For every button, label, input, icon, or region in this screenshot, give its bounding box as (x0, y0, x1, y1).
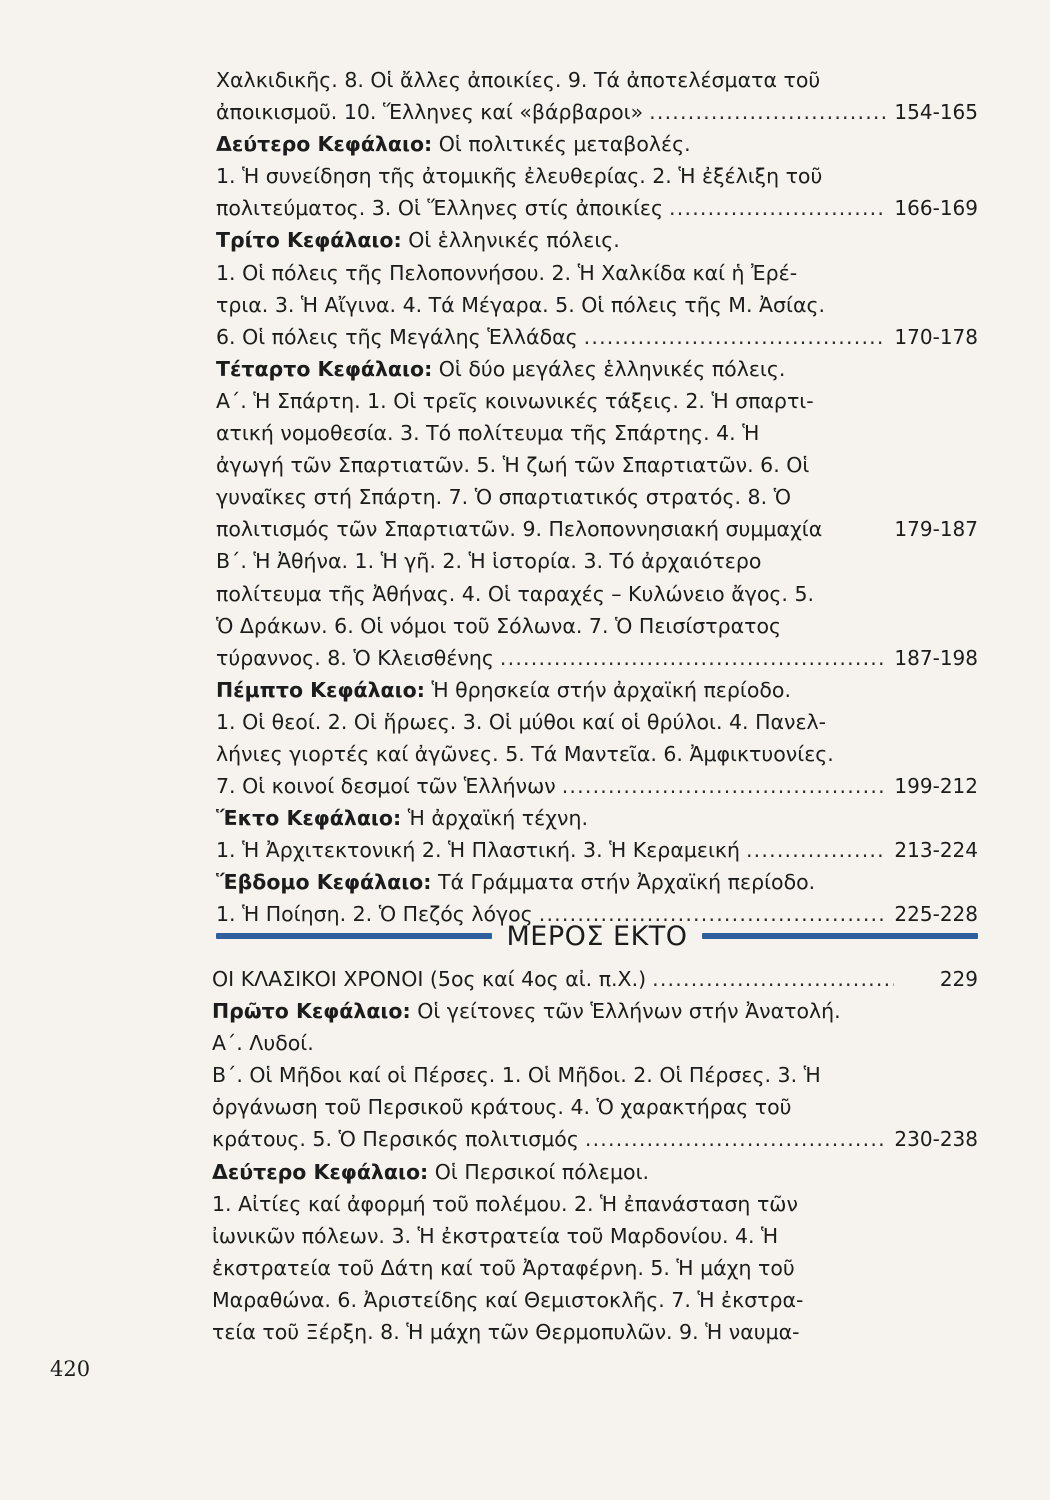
toc-entry-text (216, 224, 620, 256)
page-number: 420 (50, 1357, 91, 1381)
toc-line (212, 1156, 978, 1188)
toc-entry-text: τύραννος. 8. Ὁ Κλεισθένης (216, 645, 494, 670)
toc-entry-text: 6. Οἱ πόλεις τῆς Μεγάλης Ἑλλάδας (216, 324, 578, 349)
toc-entry-text: 1. Οἱ πόλεις τῆς Πελοποννήσου. 2. Ἡ Χαλκίδα καί ἡ Ἐρέ- (216, 260, 798, 285)
chapter-heading: Πέμπτο Κεφάλαιο: (216, 677, 425, 702)
toc-entry-text: Β΄. Ἡ Ἀθήνα. 1. Ἡ γῆ. 2. Ἡ ἱστορία. 3. Τό ἀρχαιότερο (216, 549, 762, 574)
chapter-heading: Τρίτο Κεφάλαιο: (216, 228, 402, 253)
leader-dots (669, 192, 886, 224)
toc-line (216, 64, 978, 96)
toc-line (216, 385, 978, 417)
toc-line (216, 417, 978, 449)
toc-entry-text: πολιτισμός τῶν Σπαρτιατῶν. 9. Πελοποννησιακή συμμαχία (216, 517, 823, 542)
toc-line (216, 802, 978, 834)
chapter-heading: Τέταρτο Κεφάλαιο: (216, 356, 433, 381)
toc-entry-text: Ὁ Δράκων. 6. Οἱ νόμοι τοῦ Σόλωνα. 7. Ὁ Πεισίστρατος (216, 613, 782, 638)
leader-dots (562, 770, 887, 802)
toc-entry-text (216, 674, 791, 706)
toc-entry-text (216, 866, 815, 898)
toc-entry-text: ἀγωγή τῶν Σπαρτιατῶν. 5. Ἡ ζωή τῶν Σπαρτιατῶν. 6. Οἱ (216, 453, 810, 478)
heading-rule-right (702, 933, 978, 939)
toc-line (216, 545, 978, 577)
toc-line (216, 224, 978, 256)
toc-entry-text (212, 995, 841, 1027)
toc-line (216, 160, 978, 192)
toc-entry-text: ἀποικισμοῦ. 10. Ἕλληνες καί «βάρβαροι» (216, 100, 644, 125)
toc-entry-text: ΟΙ ΚΛΑΣΙΚΟΙ ΧΡΟΝΟΙ (5ος καί 4ος αἰ. π.Χ.) (212, 967, 647, 991)
toc-line (216, 610, 978, 642)
toc-line (216, 674, 978, 706)
toc-entry-text: 7. Οἱ κοινοί δεσμοί τῶν Ἑλλήνων (216, 774, 556, 799)
chapter-title: Οἱ ἑλληνικές πόλεις. (401, 228, 620, 253)
toc-line (216, 128, 978, 160)
leader-dots (500, 642, 887, 674)
leader-dots (652, 963, 894, 995)
toc-line (216, 642, 978, 674)
toc-line (212, 1284, 978, 1316)
toc-entry-text: κράτους. 5. Ὁ Περσικός πολιτισμός (212, 1127, 579, 1152)
leader-dots (584, 321, 887, 353)
toc-line (216, 96, 978, 128)
toc-line (212, 1252, 978, 1284)
heading-rule-left (216, 933, 492, 939)
toc-entry-text: 1. Οἱ θεοί. 2. Οἱ ἥρωες. 3. Οἱ μύθοι καί οἱ θρύλοι. 4. Πανελ- (216, 709, 827, 734)
toc-entry-text: ἐκστρατεία τοῦ Δάτη καί τοῦ Ἀρταφέρνη. 5. Ἡ μάχη τοῦ (212, 1255, 795, 1280)
chapter-heading: Ἕβδομο Κεφάλαιο: (216, 870, 432, 895)
toc-line (212, 1188, 978, 1220)
toc-line (216, 578, 978, 610)
page-range: 213-224 (894, 838, 978, 863)
toc-entry-text (216, 128, 691, 160)
toc-entry-text: 1. Ἡ Ἀρχιτεκτονική 2. Ἡ Πλαστική. 3. Ἡ Κεραμεική (216, 838, 740, 863)
toc-line (216, 289, 978, 321)
toc-line (216, 257, 978, 289)
toc-entry-text: τεία τοῦ Ξέρξη. 8. Ἡ μάχη τῶν Θερμοπυλῶν. 9. Ἡ ναυμα- (212, 1320, 800, 1345)
chapter-heading: Δεύτερο Κεφάλαιο: (216, 132, 433, 157)
toc-entry-text: Β΄. Οἱ Μῆδοι καί οἱ Πέρσες. 1. Οἱ Μῆδοι. 2. Οἱ Πέρσες. 3. Ἡ (212, 1063, 821, 1088)
toc-line (216, 706, 978, 738)
toc-entry-text (212, 1156, 649, 1188)
toc-line (212, 1059, 978, 1091)
toc-line (216, 449, 978, 481)
toc-line (212, 1027, 978, 1059)
toc-line (212, 995, 978, 1027)
toc-block-sixth-part-prev (216, 64, 978, 931)
toc-line (216, 481, 978, 513)
toc-entry-text: 1. Ἡ Ποίηση. 2. Ὁ Πεζός λόγος (216, 902, 533, 927)
leader-dots (746, 834, 886, 866)
toc-line (216, 513, 978, 545)
toc-entry-text: λήνιες γιορτές καί ἀγῶνες. 5. Τά Μαντεῖα. 6. Ἀμφικτυονίες. (216, 741, 834, 766)
toc-line (216, 192, 978, 224)
page-range: 187-198 (894, 645, 978, 670)
chapter-title: Οἱ Περσικοί πόλεμοι. (428, 1159, 650, 1184)
chapter-title: Ἡ θρησκεία στήν ἀρχαϊκή περίοδο. (424, 677, 791, 702)
toc-entry-text: ἰωνικῶν πόλεων. 3. Ἡ ἐκστρατεία τοῦ Μαρδονίου. 4. Ἡ (212, 1223, 779, 1248)
toc-line (216, 353, 978, 385)
toc-entry-text: τρια. 3. Ἡ Αἴγινα. 4. Τά Μέγαρα. 5. Οἱ πόλεις τῆς Μ. Ἀσίας. (216, 292, 826, 317)
toc-entry-text: ατική νομοθεσία. 3. Τό πολίτευμα τῆς Σπάρτης. 4. Ἡ (216, 421, 760, 446)
chapter-heading: Ἕκτο Κεφάλαιο: (216, 806, 402, 831)
part-heading (216, 916, 978, 956)
chapter-title: Τά Γράμματα στήν Ἀρχαϊκή περίοδο. (431, 870, 816, 895)
toc-line (212, 1091, 978, 1123)
page-range: 225-228 (894, 902, 978, 927)
chapter-title: Ἡ ἀρχαϊκή τέχνη. (401, 806, 588, 831)
toc-entry-text: ὀργάνωση τοῦ Περσικοῦ κράτους. 4. Ὁ χαρακτήρας τοῦ (212, 1095, 792, 1120)
toc-line (216, 738, 978, 770)
toc-entry-text: πολιτεύματος. 3. Οἱ Ἕλληνες στίς ἀποικίες (216, 196, 664, 221)
chapter-heading: Πρῶτο Κεφάλαιο: (212, 999, 411, 1024)
toc-entry-text: Χαλκιδικῆς. 8. Οἱ ἄλλες ἀποικίες. 9. Τά ἀποτελέσματα τοῦ (216, 68, 821, 92)
page-range: 154-165 (894, 100, 978, 125)
leader-dots (649, 96, 886, 128)
toc-line (216, 321, 978, 353)
toc-line (212, 963, 978, 995)
chapter-heading: Δεύτερο Κεφάλαιο: (212, 1159, 429, 1184)
toc-entry-text: πολίτευμα τῆς Ἀθήνας. 4. Οἱ ταραχές – Κυλώνειο ἄγος. 5. (216, 581, 815, 606)
page-range: 170-178 (894, 324, 978, 349)
toc-entry-text: 1. Αἰτίες καί ἀφορμή τοῦ πολέμου. 2. Ἡ ἐπανάσταση τῶν (212, 1191, 798, 1216)
toc-line (212, 1220, 978, 1252)
page-range: 199-212 (894, 774, 978, 799)
toc-entry-text (216, 353, 785, 385)
toc-line (216, 834, 978, 866)
toc-line (216, 770, 978, 802)
toc-entry-text: Μαραθώνα. 6. Ἀριστείδης καί Θεμιστοκλῆς. 7. Ἡ ἐκστρα- (212, 1287, 804, 1312)
toc-entry-text: γυναῖκες στή Σπάρτη. 7. Ὁ σπαρτιατικός στρατός. 8. Ὁ (216, 485, 791, 510)
page-range: 229 (939, 967, 978, 991)
toc-entry-text: 1. Ἡ συνείδηση τῆς ἀτομικῆς ἐλευθερίας. 2. Ἡ ἐξέλιξη τοῦ (216, 164, 823, 189)
part-title: ΜΕΡΟΣ ΕΚΤΟ (506, 920, 688, 952)
chapter-title: Οἱ γείτονες τῶν Ἑλλήνων στήν Ἀνατολή. (410, 999, 841, 1024)
toc-line (212, 1316, 978, 1348)
toc-entry-text: Α΄. Λυδοί. (212, 1031, 314, 1056)
leader-dots (585, 1123, 887, 1155)
toc-block-sixth-part (212, 963, 978, 1348)
page-range: 179-187 (894, 517, 978, 542)
chapter-title: Οἱ πολιτικές μεταβολές. (432, 132, 691, 157)
page-range: 166-169 (894, 196, 978, 221)
toc-line (212, 1123, 978, 1155)
toc-line (216, 866, 978, 898)
page-range: 230-238 (894, 1127, 978, 1152)
toc-entry-text: Α΄. Ἡ Σπάρτη. 1. Οἱ τρεῖς κοινωνικές τάξεις. 2. Ἡ σπαρτι- (216, 388, 814, 413)
chapter-title: Οἱ δύο μεγάλες ἑλληνικές πόλεις. (432, 356, 786, 381)
toc-entry-text (216, 802, 588, 834)
